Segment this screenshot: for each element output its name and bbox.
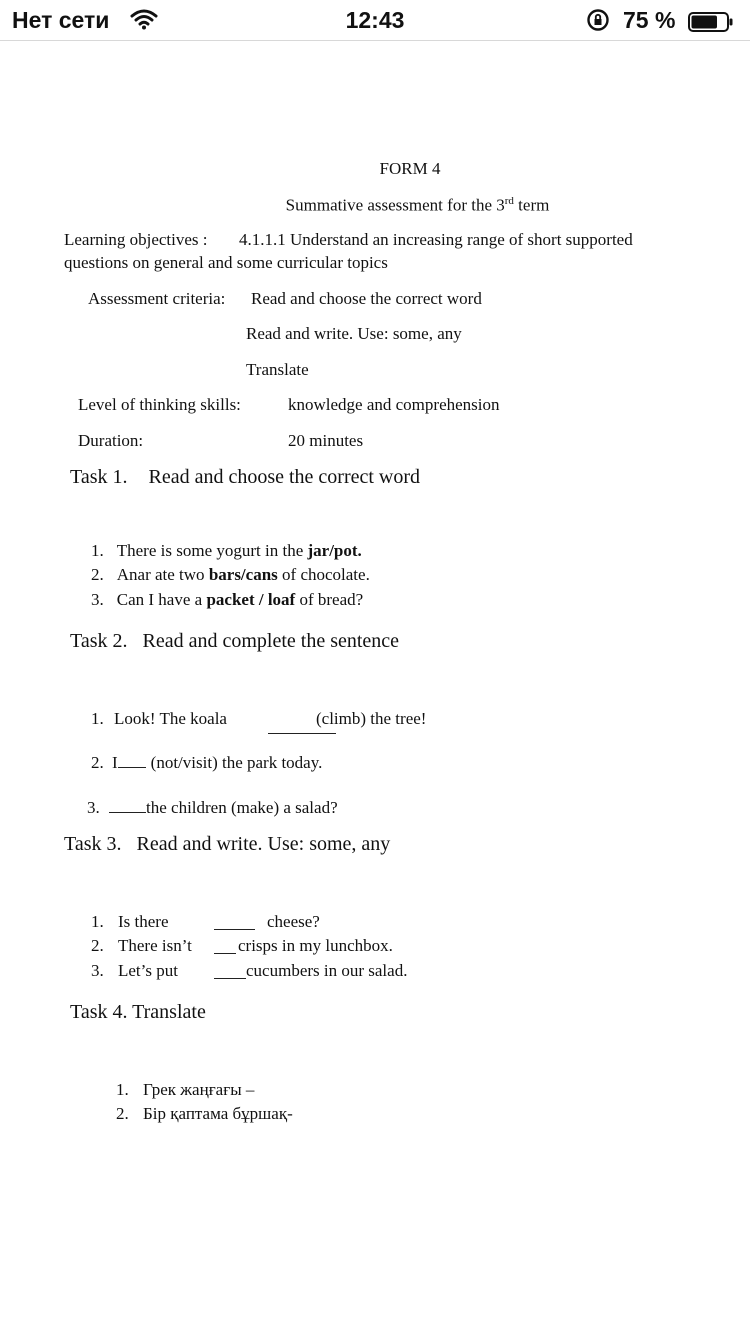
carrier-label: Нет сети xyxy=(12,7,110,33)
task4-item-text: Грек жаңғағы – xyxy=(143,1080,255,1099)
task3-item-number: 1. xyxy=(91,912,104,931)
rotation-lock-icon xyxy=(586,8,610,38)
task1-item: 3. Can I have a packet / loaf of bread? xyxy=(91,590,364,609)
task2-title: Task 2. Read and complete the sentence xyxy=(70,630,400,652)
answer-blank xyxy=(214,978,246,979)
learning-objectives-label: Learning objectives : xyxy=(64,230,208,249)
assessment-subtitle: Summative assessment for the 3rd term xyxy=(285,195,550,215)
duration-label: Duration: xyxy=(78,431,144,450)
answer-blank xyxy=(268,733,336,734)
task2-item-text: the children (make) a salad? xyxy=(109,798,338,818)
task2-item-text: (climb) the tree! xyxy=(316,709,427,728)
form-heading: FORM 4 xyxy=(379,159,441,178)
task3-item-text: Is there xyxy=(118,912,169,931)
task4-title: Task 4. Translate xyxy=(70,1001,206,1023)
task3-item-text: Let’s put xyxy=(118,961,178,980)
learning-objectives-text-continued: questions on general and some curricular topics xyxy=(64,253,388,272)
task3-item-text: There isn’t xyxy=(118,936,192,955)
task3-title: Task 3. Read and write. Use: some, any xyxy=(64,833,391,855)
answer-blank xyxy=(214,953,236,954)
duration-value: 20 minutes xyxy=(288,431,364,450)
task2-item-number: 3. xyxy=(87,798,100,817)
task3-item-number: 3. xyxy=(91,961,104,980)
task2-item-number: 2. xyxy=(91,753,104,772)
task2-item-text: I (not/visit) the park today. xyxy=(112,753,323,772)
assessment-criteria-item: Translate xyxy=(246,360,309,379)
thinking-skills-value: knowledge and comprehension xyxy=(288,395,500,414)
assessment-criteria-label: Assessment criteria: xyxy=(88,289,226,308)
task2-item-number: 1. xyxy=(91,709,104,728)
task2-item-text: Look! The koala xyxy=(114,709,227,728)
task4-item-number: 2. xyxy=(116,1104,129,1123)
thinking-skills-label: Level of thinking skills: xyxy=(78,395,241,414)
learning-objectives-text: 4.1.1.1 Understand an increasing range of short supported xyxy=(239,230,633,249)
status-bar xyxy=(0,0,750,41)
battery-percent: 75 % xyxy=(623,7,676,33)
task4-item-text: Бір қаптама бұршақ- xyxy=(143,1104,293,1123)
task1-title: Task 1. Read and choose the correct word xyxy=(70,466,421,488)
assessment-criteria-item: Read and choose the correct word xyxy=(251,289,482,308)
task3-item-text: cheese? xyxy=(267,912,320,931)
task1-item: 1. There is some yogurt in the jar/pot. xyxy=(91,541,362,560)
task3-item-text: cucumbers in our salad. xyxy=(246,961,408,980)
task1-item: 2. Anar ate two bars/cans of chocolate. xyxy=(91,565,370,584)
task3-item-number: 2. xyxy=(91,936,104,955)
clock: 12:43 xyxy=(345,7,405,33)
battery-icon xyxy=(688,11,734,31)
task3-item-text: crisps in my lunchbox. xyxy=(238,936,393,955)
assessment-criteria-item: Read and write. Use: some, any xyxy=(246,324,462,343)
answer-blank xyxy=(214,929,255,930)
task4-item-number: 1. xyxy=(116,1080,129,1099)
